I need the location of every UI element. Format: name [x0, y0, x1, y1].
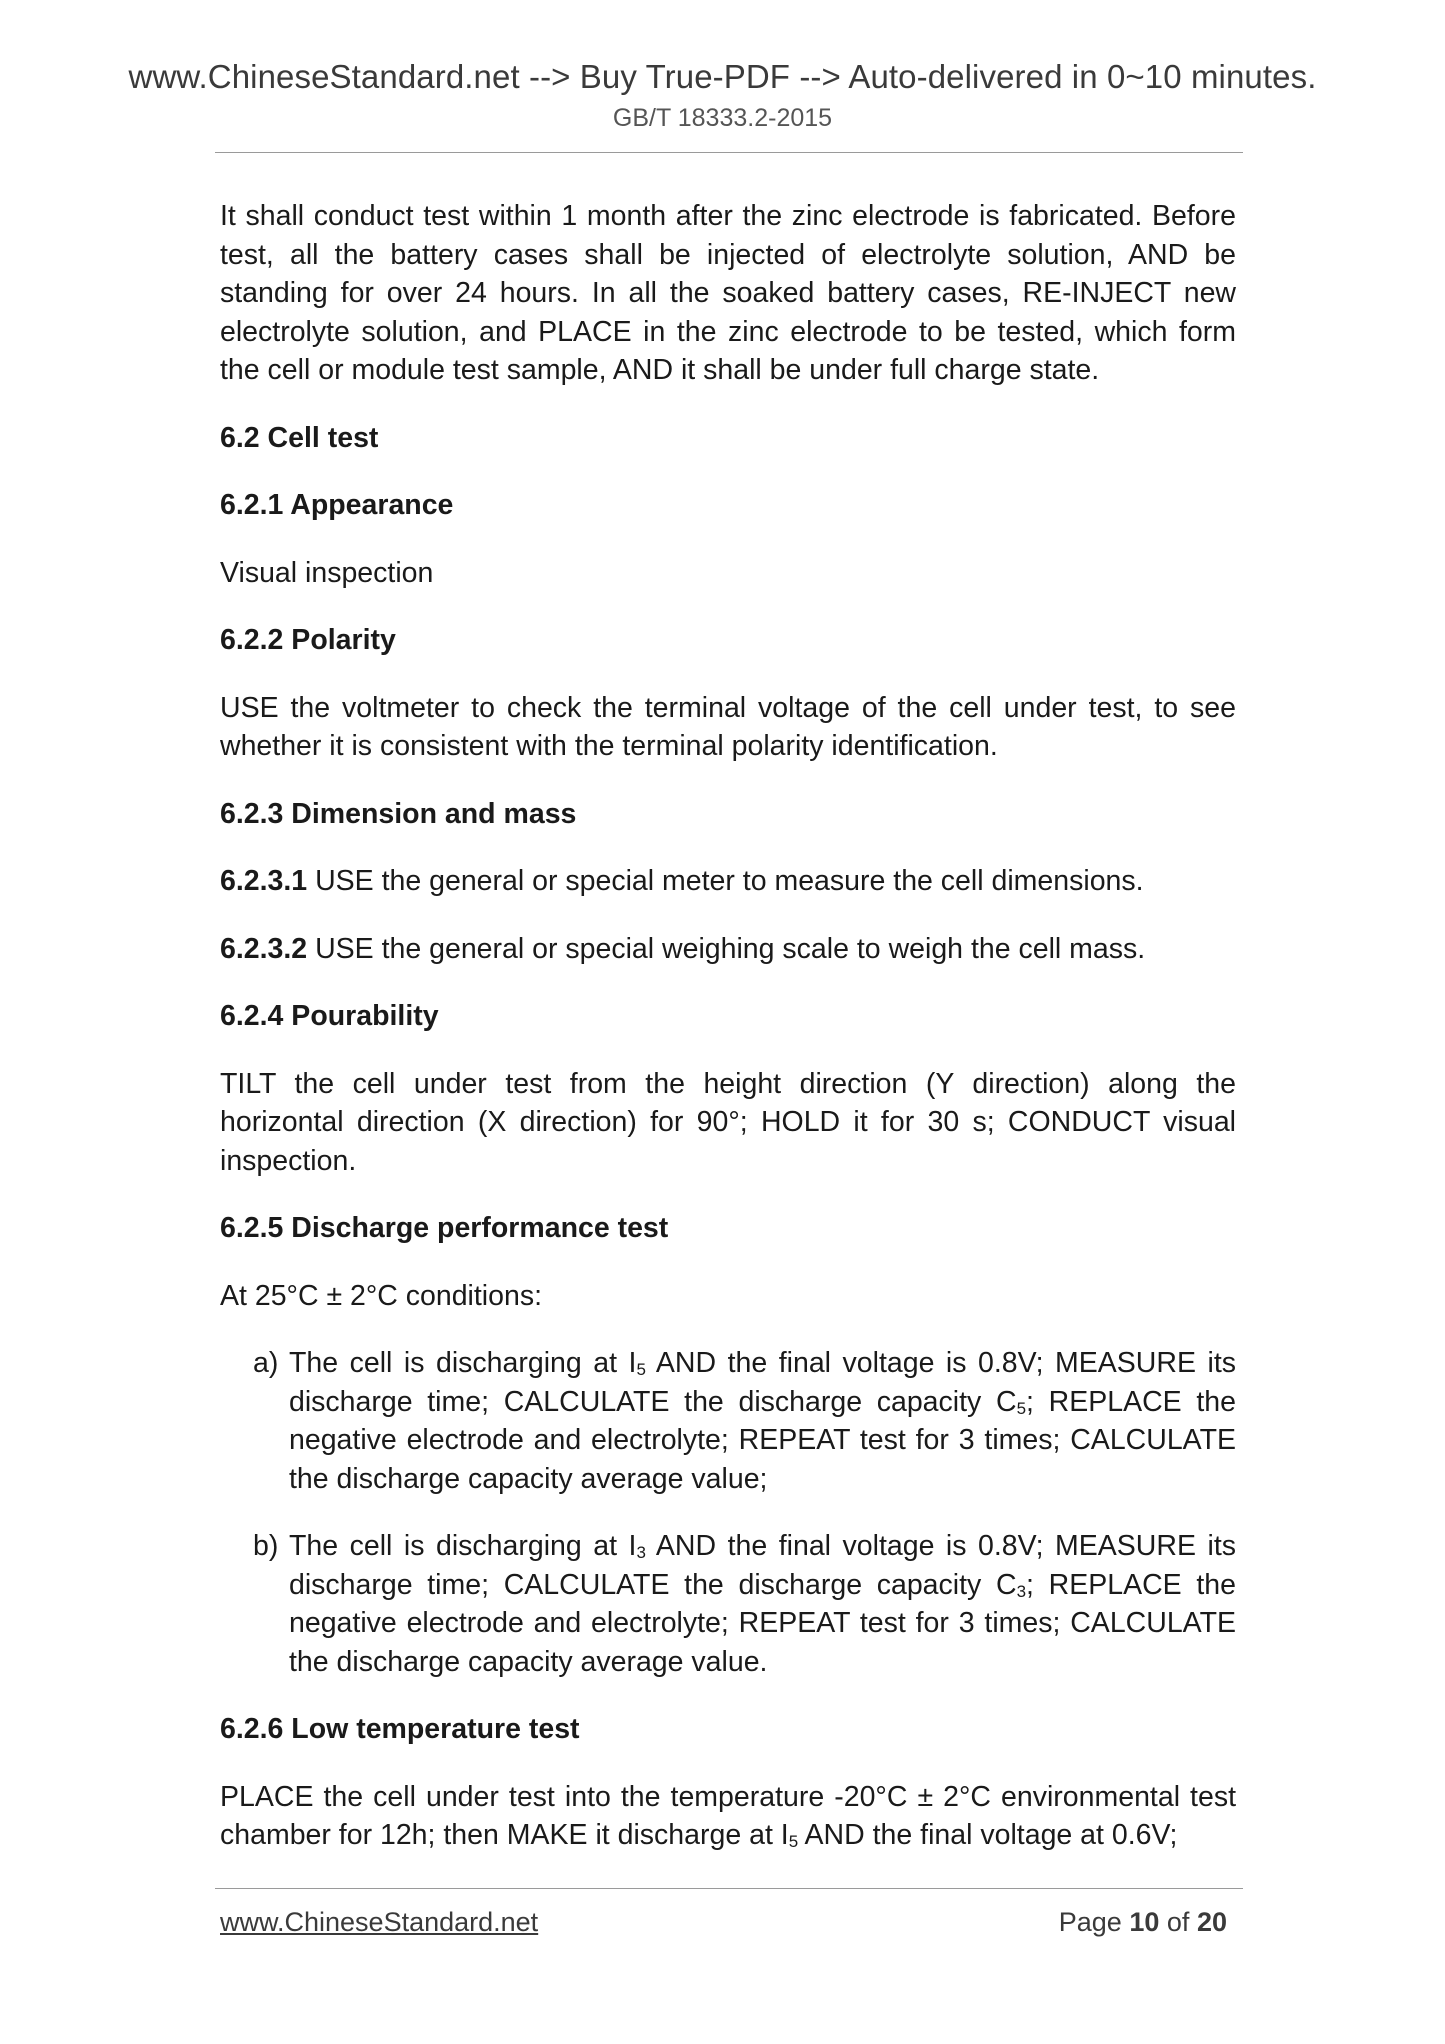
clause-6-2-3-2-text: USE the general or special weighing scale to weigh the cell mass. [307, 932, 1146, 965]
standard-number: GB/T 18333.2-2015 [612, 104, 833, 132]
section-6-2-2-text: USE the voltmeter to check the terminal voltage of the cell under test, to see whether it is consistent with the terminal polarity identification. [220, 691, 1236, 762]
list-label-a: a) [253, 1347, 279, 1379]
page-number: Page 10 of 20 [1058, 1907, 1227, 1937]
section-6-2-4-text: TILT the cell under test from the height direction (Y direction) along the horizontal direction (X direction) for 90°; HOLD it for 30 s; CONDUCT visual inspection. [220, 1067, 1236, 1177]
header-banner: www.ChineseStandard.net --> Buy True-PDF --> Auto-delivered in 0~10 minutes. [128, 58, 1317, 95]
section-6-2-5-text: At 25°C ± 2°C conditions: [220, 1279, 543, 1312]
section-6-2-5-title: 6.2.5 Discharge performance test [220, 1212, 669, 1244]
clause-6-2-3-2-number: 6.2.3.2 [220, 932, 308, 965]
footer-divider [215, 1888, 1243, 1889]
clause-6-2-3-1-number: 6.2.3.1 [220, 865, 308, 897]
total-pages: 20 [1196, 1907, 1227, 1937]
list-item-a: a) The cell is discharging at $I_5$ AND the final voltage is 0.8V; MEASURE its discharge time; CALCULATE the discharge capacity $C_5$; REPLACE the negative electrode and electrolyte; REPEAT test for 3 times; CALCULATE the discharge capacity average value; [220, 1344, 1236, 1498]
section-6-2-6-title: 6.2.6 Low temperature test [220, 1713, 580, 1745]
list-item-b: b) The cell is discharging at $I_3$ AND the final voltage is 0.8V; MEASURE its discharge time; CALCULATE the discharge capacity $C_3$; REPLACE the negative electrode and electrolyte; REPEAT test for 3 times; CALCULATE the discharge capacity average value. [220, 1527, 1236, 1681]
section-6-2-4-title: 6.2.4 Pourability [220, 1000, 439, 1032]
page-content [220, 197, 1236, 1855]
section-6-2-2-title: 6.2.2 Polarity [220, 624, 396, 656]
clause-6-2-3-2 [220, 930, 1236, 969]
list-label-b: b) [253, 1530, 279, 1562]
section-6-2-1-text: Visual inspection [220, 556, 434, 589]
header-divider [215, 152, 1243, 153]
current-page: 10 [1129, 1907, 1160, 1937]
section-6-2-6-text: PLACE the cell under test into the temperature -20°C ± 2°C environmental test chamber for 12h; then MAKE it discharge at $I_5$ AND the final voltage at 0.6V; [220, 1780, 1236, 1851]
clause-6-2-3-1-text: USE the general or special meter to measure the cell dimensions. [307, 865, 1144, 897]
intro-paragraph: It shall conduct test within 1 month after the zinc electrode is fabricated. Before test, all the battery cases shall be injected of electrolyte solution, AND be standing for over 24 hours. In all the soaked battery cases, RE-INJECT new electrolyte solution, and PLACE in the zinc electrode to be tested, which form the cell or module test sample, AND it shall be under full charge state. [220, 200, 1236, 386]
footer-website-link[interactable]: www.ChineseStandard.net [220, 1907, 539, 1937]
section-6-2-1-title: 6.2.1 Appearance [220, 489, 454, 521]
clause-6-2-3-1 [220, 862, 1236, 901]
section-6-2-3-title: 6.2.3 Dimension and mass [220, 797, 577, 830]
section-6-2-title: 6.2 Cell test [220, 421, 379, 454]
